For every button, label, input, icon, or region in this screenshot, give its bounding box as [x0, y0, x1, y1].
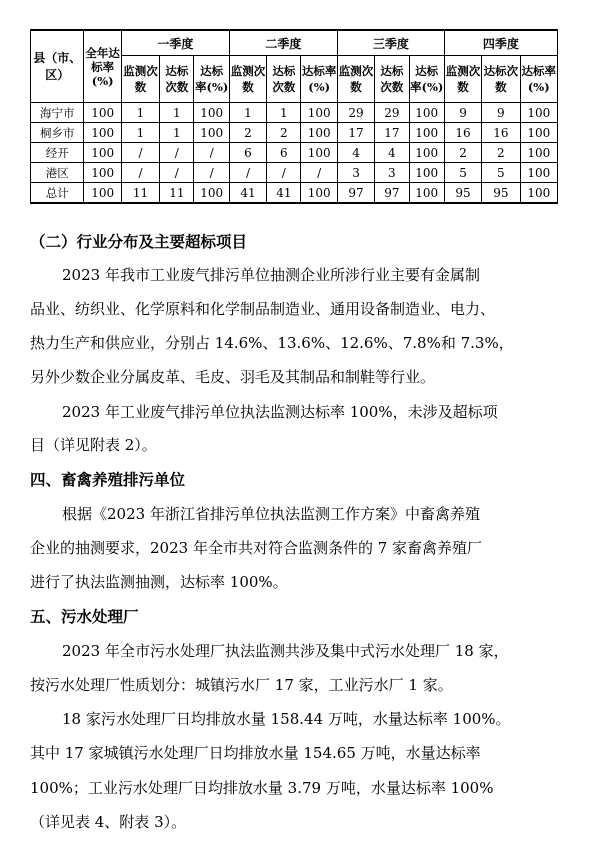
- table-cell: 100: [520, 143, 557, 163]
- table-cell: 4: [375, 143, 409, 163]
- table-cell: 100: [84, 143, 121, 163]
- table-cell: /: [121, 143, 159, 163]
- table-cell: 17: [375, 123, 409, 143]
- table-cell: /: [229, 163, 266, 183]
- table-cell: /: [194, 143, 229, 163]
- sub-header: 达标次数: [267, 56, 301, 103]
- table-cell: 100: [301, 123, 337, 143]
- table-cell: 1: [160, 123, 194, 143]
- section-heading: （二）行业分布及主要超标项目: [30, 233, 248, 251]
- county-name-cell: 港区: [31, 163, 84, 183]
- table-cell: 100: [520, 103, 557, 123]
- table-cell: 5: [482, 163, 520, 183]
- sub-header: 达标次数: [160, 56, 194, 103]
- table-cell: 100: [409, 163, 444, 183]
- paragraph-line: 18 家污水处理厂日均排放水量 158.44 万吨，水量达标率 100%。: [62, 710, 511, 728]
- paragraph-line: 100%；工业污水处理厂日均排放水量 3.79 万吨，水量达标率 100%: [30, 779, 494, 797]
- table-cell: 16: [482, 123, 520, 143]
- annual-rate-header: 全年达标率(%): [84, 30, 121, 103]
- quarter-header: 二季度: [229, 30, 337, 56]
- sub-header: 达标率(%): [194, 56, 229, 103]
- table-cell: 95: [444, 183, 481, 204]
- table-cell: 3: [375, 163, 409, 183]
- table-cell: 100: [84, 103, 121, 123]
- quarter-header: 一季度: [121, 30, 229, 56]
- table-row: [31, 183, 558, 204]
- sub-header: 达标次数: [375, 56, 409, 103]
- paragraph-line: 2023 年我市工业废气排污单位抽测企业所涉行业主要有金属制: [62, 266, 480, 284]
- paragraph-line: 进行了执法监测抽测，达标率 100%。: [30, 573, 288, 591]
- table-cell: 2: [229, 123, 266, 143]
- table-cell: 2: [267, 123, 301, 143]
- paragraph-line: 热力生产和供应业，分别占 14.6%、13.6%、12.6%、7.8%和 7.3%，: [30, 334, 514, 352]
- table-cell: 100: [84, 163, 121, 183]
- paragraph-line: 另外少数企业分属皮革、毛皮、羽毛及其制品和制鞋等行业。: [30, 368, 436, 386]
- sub-header: 监测次数: [121, 56, 159, 103]
- paragraph-line: 根据《2023 年浙江省排污单位执法监测工作方案》中畜禽养殖: [62, 505, 480, 523]
- table-cell: 2: [444, 143, 481, 163]
- table-cell: 100: [520, 183, 557, 204]
- table-cell: 1: [160, 103, 194, 123]
- table-cell: 4: [337, 143, 374, 163]
- table-cell: 100: [84, 183, 121, 204]
- quarter-header: 四季度: [444, 30, 557, 56]
- table-cell: /: [160, 163, 194, 183]
- county-header: 县（市、区）: [31, 30, 84, 103]
- sub-header: 监测次数: [444, 56, 481, 103]
- sub-header: 达标率(%): [520, 56, 557, 103]
- table-cell: 100: [84, 123, 121, 143]
- table-cell: 100: [520, 123, 557, 143]
- table-cell: 2: [482, 143, 520, 163]
- paragraph-line: 目（详见附表 2）。: [30, 436, 157, 454]
- table-cell: 41: [267, 183, 301, 204]
- table-cell: 29: [375, 103, 409, 123]
- table-cell: 100: [301, 183, 337, 204]
- table-cell: 5: [444, 163, 481, 183]
- table-cell: 9: [482, 103, 520, 123]
- table-cell: 1: [121, 103, 159, 123]
- table-cell: 100: [194, 123, 229, 143]
- table-cell: 97: [375, 183, 409, 204]
- sub-header: 达标次数: [482, 56, 520, 103]
- table-cell: /: [194, 163, 229, 183]
- paragraph-line: 企业的抽测要求，2023 年全市共对符合监测条件的 7 家畜禽养殖厂: [30, 539, 483, 557]
- paragraph-line: （详见表 4、附表 3）。: [30, 813, 187, 831]
- table-cell: 100: [409, 183, 444, 204]
- table-cell: 11: [121, 183, 159, 204]
- table-cell: 100: [409, 143, 444, 163]
- paragraph-line: 品业、纺织业、化学原料和化学制品制造业、通用设备制造业、电力、: [30, 300, 496, 318]
- table-cell: 100: [301, 143, 337, 163]
- table-cell: 41: [229, 183, 266, 204]
- table-cell: 17: [337, 123, 374, 143]
- table-header-row-1: [31, 30, 558, 56]
- paragraph-line: 2023 年全市污水处理厂执法监测共涉及集中式污水处理厂 18 家，: [62, 642, 509, 660]
- table-cell: 1: [121, 123, 159, 143]
- sub-header: 监测次数: [337, 56, 374, 103]
- table-row: [31, 103, 558, 123]
- table-cell: 100: [194, 183, 229, 204]
- table-cell: 95: [482, 183, 520, 204]
- table-row: [31, 143, 558, 163]
- table-cell: /: [301, 163, 337, 183]
- table-cell: 100: [301, 103, 337, 123]
- table-cell: 16: [444, 123, 481, 143]
- table-cell: 1: [229, 103, 266, 123]
- section-heading: 四、畜禽养殖排污单位: [30, 471, 186, 489]
- table-cell: 100: [409, 123, 444, 143]
- table-cell: 3: [337, 163, 374, 183]
- sub-header: 监测次数: [229, 56, 266, 103]
- county-name-cell: 总计: [31, 183, 84, 204]
- table-body: [31, 103, 558, 204]
- county-name-cell: 桐乡市: [31, 123, 84, 143]
- compliance-table: [30, 29, 558, 204]
- sub-header: 达标率(%): [301, 56, 337, 103]
- paragraph-line: 按污水处理厂性质划分：城镇污水厂 17 家，工业污水厂 1 家。: [30, 676, 453, 694]
- table-cell: 29: [337, 103, 374, 123]
- quarter-header: 三季度: [337, 30, 444, 56]
- sub-header: 达标率(%): [409, 56, 444, 103]
- table-cell: 97: [337, 183, 374, 204]
- table-row: [31, 123, 558, 143]
- table-cell: 6: [229, 143, 266, 163]
- table-row: [31, 163, 558, 183]
- table-cell: 100: [520, 163, 557, 183]
- table-cell: /: [121, 163, 159, 183]
- table-cell: /: [160, 143, 194, 163]
- section-heading: 五、污水处理厂: [30, 608, 139, 626]
- paragraph-line: 2023 年工业废气排污单位执法监测达标率 100%，未涉及超标项: [62, 403, 498, 421]
- table-cell: 9: [444, 103, 481, 123]
- table-cell: 100: [409, 103, 444, 123]
- table-cell: /: [267, 163, 301, 183]
- county-name-cell: 海宁市: [31, 103, 84, 123]
- table-cell: 100: [194, 103, 229, 123]
- county-name-cell: 经开: [31, 143, 84, 163]
- paragraph-line: 其中 17 家城镇污水处理厂日均排放水量 154.65 万吨，水量达标率: [30, 744, 481, 762]
- table-cell: 1: [267, 103, 301, 123]
- table-cell: 6: [267, 143, 301, 163]
- table-cell: 11: [160, 183, 194, 204]
